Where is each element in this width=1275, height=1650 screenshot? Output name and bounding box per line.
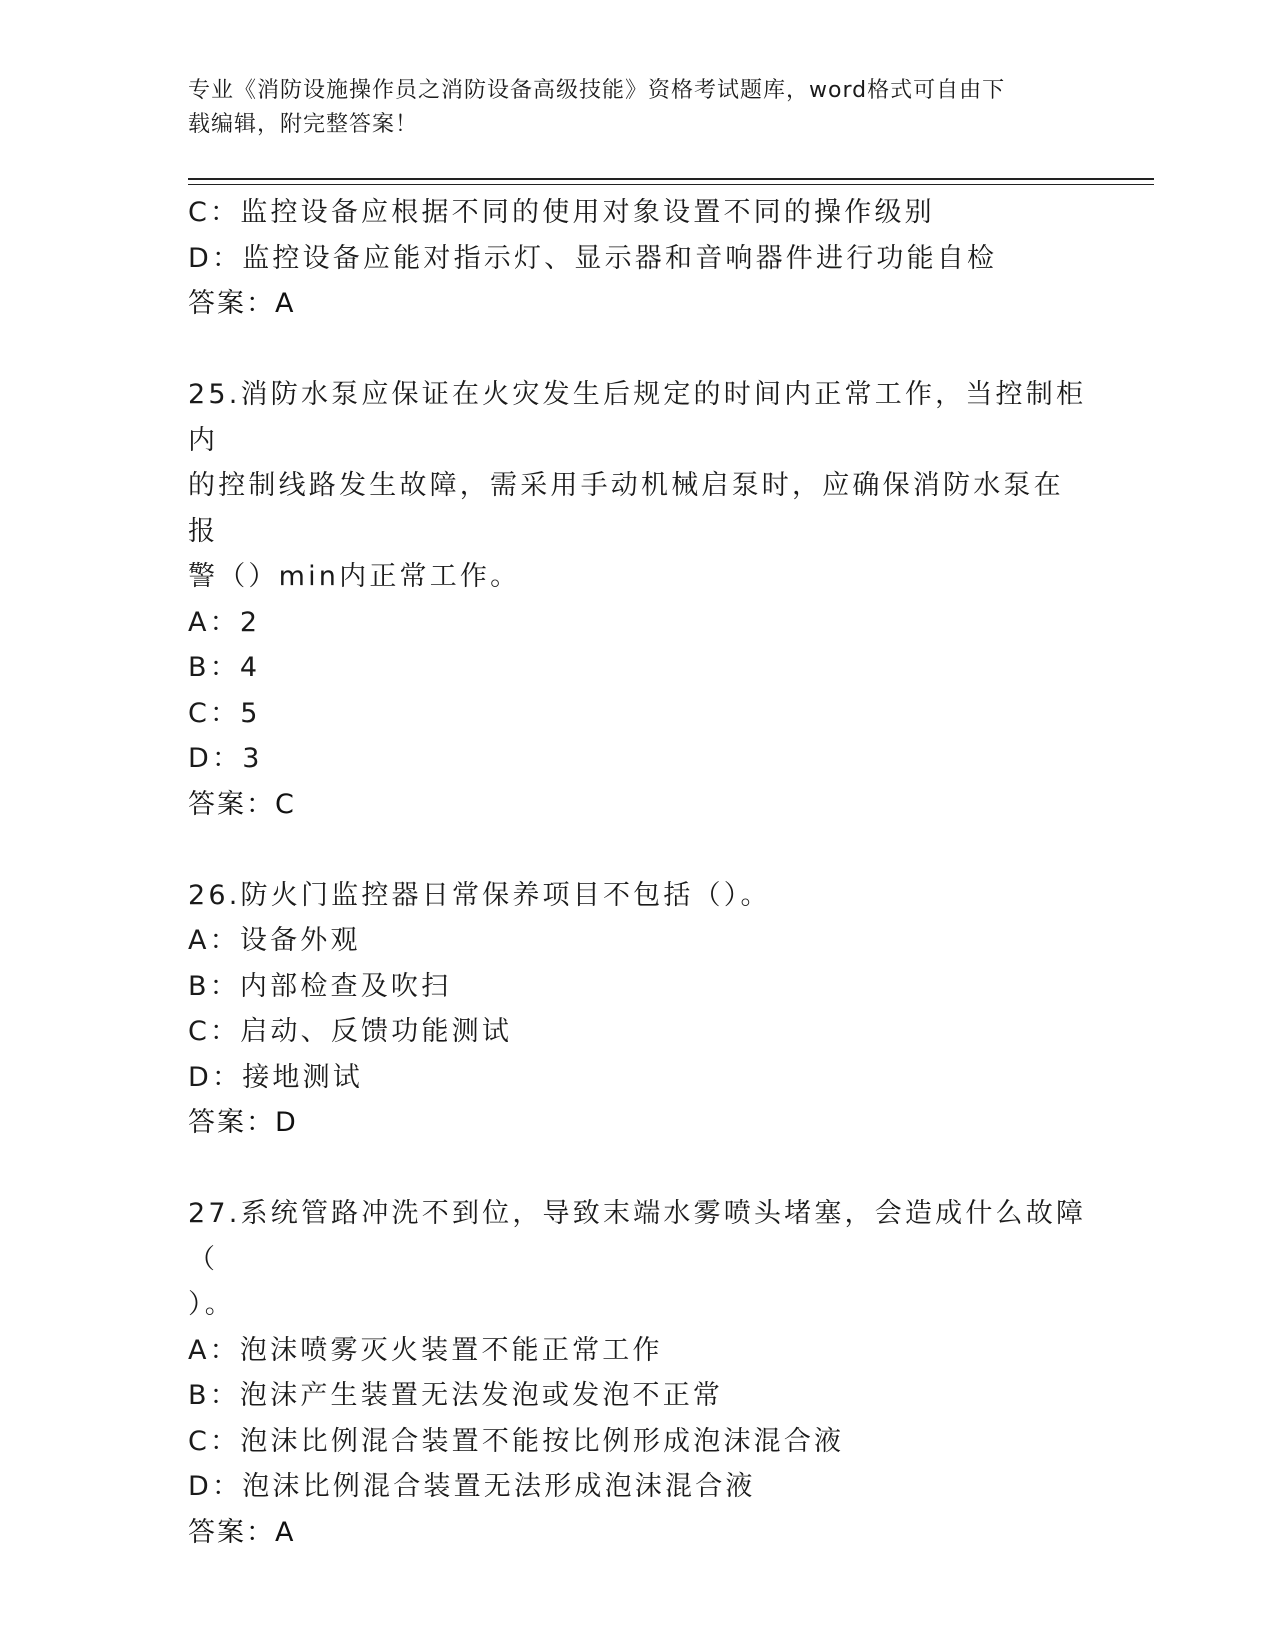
header-line-2: 载编辑，附完整答案！ [188,112,419,137]
header-line-1: 专业《消防设施操作员之消防设备高级技能》资格考试题库，word格式可自由下 [188,78,1006,103]
question-content [188,190,1088,1555]
option-b: B：内部检查及吹扫 [188,970,452,1002]
answer: 答案：A [188,288,296,319]
option-d: D：3 [188,743,263,774]
header-divider-thin [188,184,1154,185]
option-d: D：泡沫比例混合装置无法形成泡沫混合液 [188,1471,756,1502]
answer: 答案：A [188,1516,296,1548]
option-c: C：泡沫比例混合装置不能按比例形成泡沫混合液 [188,1425,845,1457]
question-text-line: 警（）min内正常工作。 [188,561,521,592]
option-c: C：启动、反馈功能测试 [188,1016,513,1047]
question-text-line: 26.防火门监控器日常保养项目不包括（）。 [188,879,771,911]
option-d: D：接地测试 [188,1061,363,1093]
option-c: C：监控设备应根据不同的使用对象设置不同的操作级别 [188,197,935,228]
question-text-line: 27.系统管路冲洗不到位，导致末端水雾喷头堵塞，会造成什么故障（ [188,1198,1087,1275]
option-b: B：4 [188,652,261,683]
question-26 [188,873,1088,1146]
question-text-line: ）。 [188,1289,235,1320]
option-a: A：2 [188,606,261,638]
option-d: D：监控设备应能对指示灯、显示器和音响器件进行功能自检 [188,242,998,274]
option-a: A：泡沫喷雾灭火装置不能正常工作 [188,1334,663,1366]
spacer [188,1146,1088,1192]
option-c: C：5 [188,697,261,729]
question-text-line: 25.消防水泵应保证在火灾发生后规定的时间内正常工作，当控制柜内 [188,379,1087,456]
document-header [188,74,1068,142]
spacer [188,827,1088,873]
option-a: A：设备外观 [188,925,361,956]
answer: 答案：C [188,788,296,820]
question-25 [188,372,1088,827]
answer: 答案：D [188,1107,298,1138]
spacer [188,327,1088,373]
previous-question-tail [188,190,1088,327]
question-27 [188,1191,1088,1555]
question-text-line: 的控制线路发生故障，需采用手动机械启泵时，应确保消防水泵在报 [188,470,1064,547]
header-divider-thick [188,178,1154,180]
option-b: B：泡沫产生装置无法发泡或发泡不正常 [188,1380,724,1411]
